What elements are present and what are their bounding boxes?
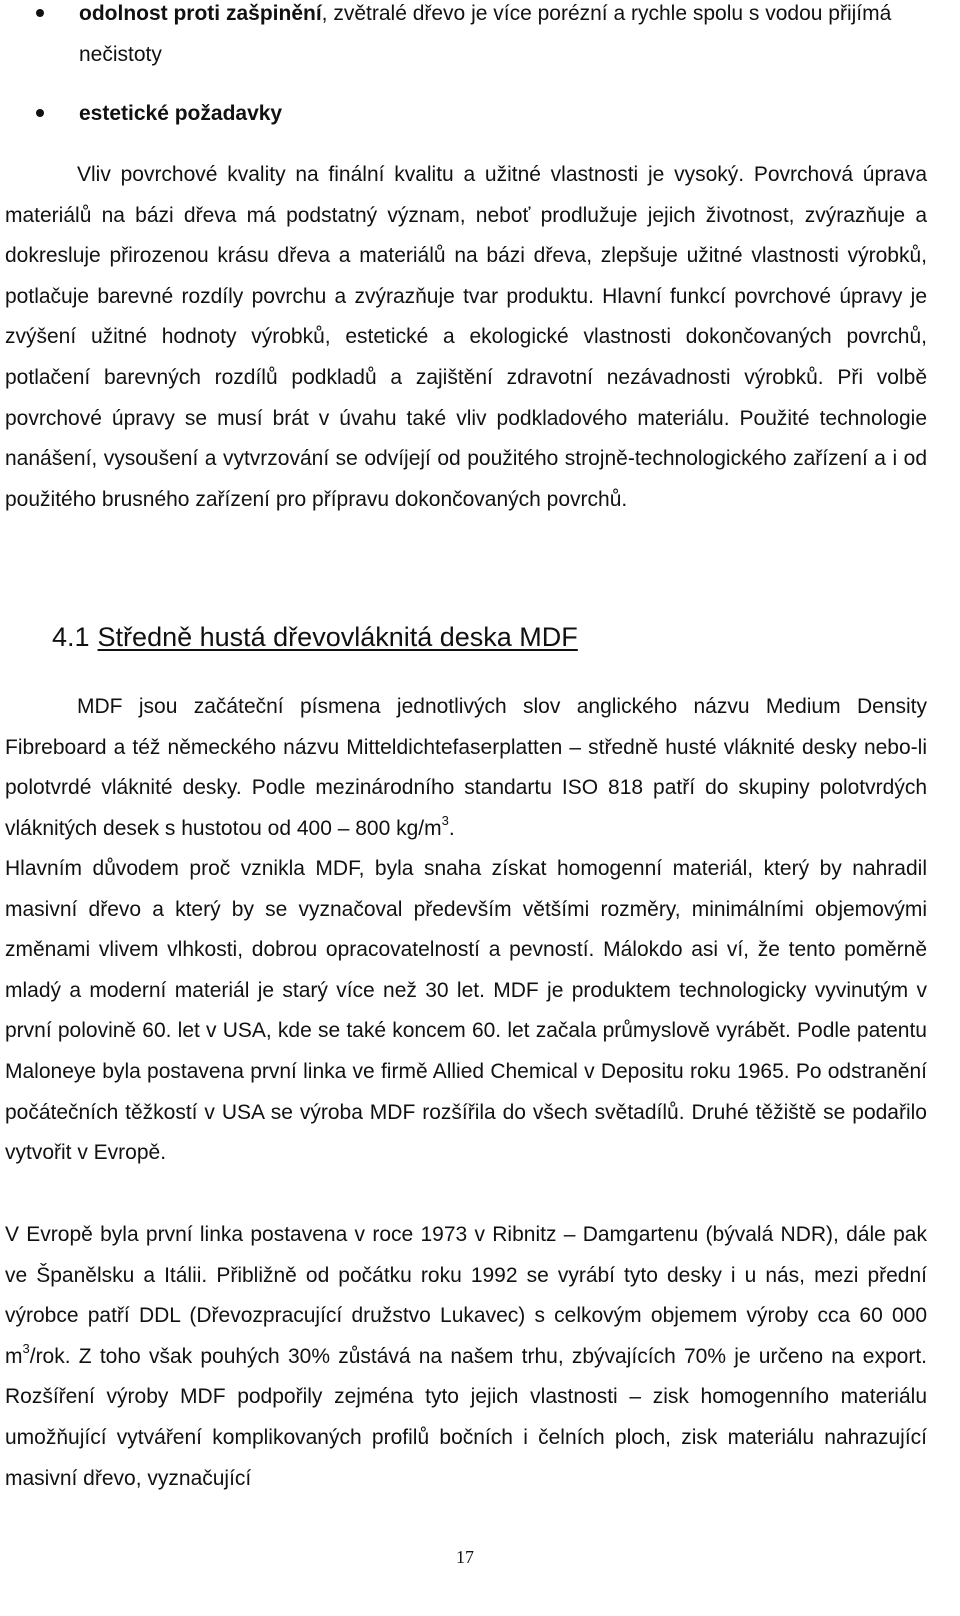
bullet-text <box>79 94 924 135</box>
reason-paragraph: Hlavním důvodem proč vznikla MDF, byla snaha získat homogenní materiál, který by nahradil masivní dřevo a který by se vyznačoval především většími rozměry, minimálními objemovými změnami vlivem vlhkosti, dobrou opracovatelností a pevností. Málokdo asi ví, že tento poměrně mladý a moderní materiál je starý více než 30 let. MDF je produktem technologicky vyvinutým v první polovině 60. let v USA, kde se také koncem 60. let začala průmyslově vyrábět. Podle patentu Maloneye byla postavena první linka ve firmě Allied Chemical v Depositu roku 1965. Po odstranění počátečních těžkostí v USA se výroba MDF rozšířila do všech světadílů. Druhé těžiště se podařilo vytvořit v Evropě. <box>5 857 927 1165</box>
bullet-icon <box>36 109 44 117</box>
superscript: 3 <box>441 812 449 828</box>
mdf-definition-text: MDF jsou začáteční písmena jednotlivých slov anglického názvu Medium Density Fibreboard a též německého názvu Mitteldichtefaserplatten – středně husté vláknité desky nebo-li polotvrdé vláknité desky. Podle mezinárodního standartu ISO 818 patří do skupiny polotvrdých vláknitých desek s hustotou od 400 – 800 kg/m <box>5 695 927 840</box>
bullet-bold-term: odolnost proti zašpinění <box>79 2 322 25</box>
section-heading <box>52 617 578 657</box>
section-number: 4.1 <box>52 622 90 652</box>
page-number: 17 <box>456 1547 474 1567</box>
section-title: Středně hustá dřevovláknitá deska MDF <box>97 622 578 652</box>
europe-text-continued: /rok. Z toho však pouhých 30% zůstává na našem trhu, zbývajících 70% je určeno na export. Rozšíření výroby MDF podpořily zejména tyto jejich vlastnosti – zisk homogenního materiálu umožňující vytváření komplikovaných profilů bočních i čelních ploch, zisk materiálu nahrazující masivní dřevo, vyznačující <box>5 1344 927 1490</box>
bullet-text <box>79 0 924 75</box>
mdf-definition-end: . <box>448 816 455 840</box>
bullet-icon <box>36 9 44 17</box>
europe-paragraph <box>5 1215 927 1499</box>
bullet-description: , zvětralé dřevo je více porézní a rychle spolu s vodou přijímá nečistoty <box>79 2 892 66</box>
intro-paragraph: Vliv povrchové kvality na finální kvalitu a užitné vlastnosti je vysoký. Povrchová úprava materiálů na bázi dřeva má podstatný význam, neboť prodlužuje jejich životnost, zvýrazňuje a dokresluje přirozenou krásu dřeva a materiálů na bázi dřeva, zlepšuje užitné vlastnosti výrobků, potlačuje barevné rozdíly povrchu a zvýrazňuje tvar produktu. Hlavní funkcí povrchové úpravy je zvýšení užitné hodnoty výrobků, estetické a ekologické vlastnosti dokončovaných povrchů, potlačení barevných rozdílů podkladů a zajištění zdravotní nezávadnosti výrobků. Při volbě povrchové úpravy se musí brát v úvahu také vliv podkladového materiálu. Použité technologie nanášení, vysoušení a vytvrzování se odvíjejí od použitého strojně-technologického zařízení a i od použitého brusného zařízení pro přípravu dokončovaných povrchů. <box>5 163 927 511</box>
europe-text: V Evropě byla první linka postavena v roce 1973 v Ribnitz – Damgartenu (bývalá NDR), dále pak ve Španělsku a Itálii. Přibližně od počátku roku 1992 se vyrábí tyto desky i u nás, mezi přední výrobce patří DDL (Dřevozpracující družstvo Lukavec) s celkovým objemem výroby cca 60 000 m <box>5 1223 927 1368</box>
bullet-bold-term: estetické požadavky <box>79 102 283 125</box>
mdf-definition-paragraph <box>5 687 927 849</box>
superscript: 3 <box>22 1340 30 1356</box>
